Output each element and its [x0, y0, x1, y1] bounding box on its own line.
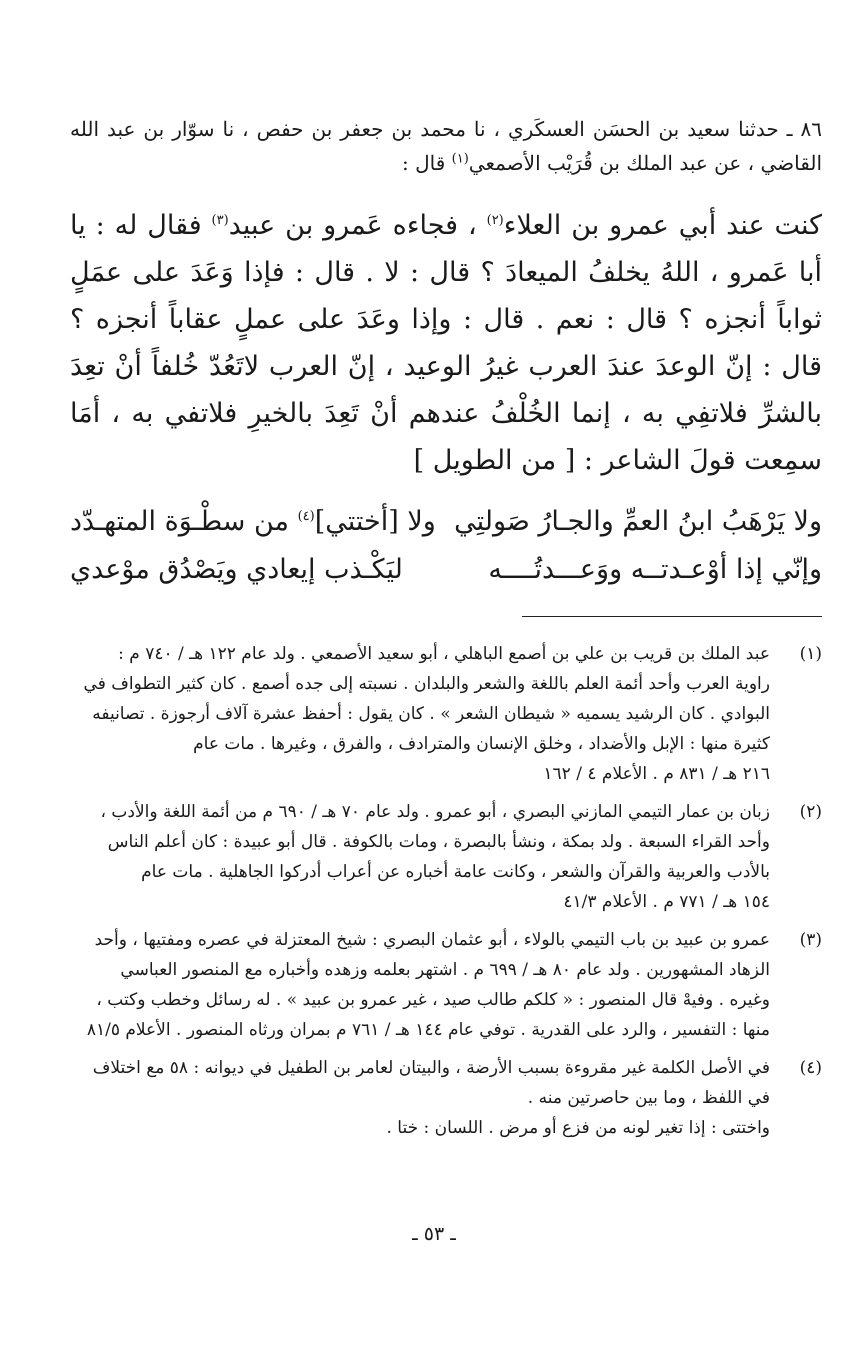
footnote-line: ١٥٤ هـ / ٧٧١ م . الأعلام ٤١/٣ — [563, 892, 770, 912]
narration-text — [70, 202, 822, 484]
footnote-text — [70, 797, 770, 917]
footnote-number: (٤) — [799, 1058, 822, 1078]
narration-part-1: كنت عند أبي عمرو بن العلاء — [503, 210, 822, 241]
verse-second-hemistich: ليَكْـذب إيعادي ويَصْدُق موْعدي — [70, 554, 403, 585]
footnote — [70, 639, 822, 789]
footnote — [70, 925, 822, 1045]
footnote-line: كثيرة منها : الإبل والأضداد ، وخلق الإنسان والمترادف ، والفرق ، وغيرها . مات عام — [193, 734, 770, 754]
footnote-ref-2[interactable]: (٢) — [486, 213, 504, 228]
poem-verse — [70, 546, 822, 594]
verse-hemistich-part: من سطْـوَة المتهـدّد — [70, 506, 298, 537]
footnotes — [70, 639, 822, 1143]
footnote-number: (١) — [799, 644, 822, 664]
footnote-line: زبان بن عمار التيمي المازني البصري ، أبو عمرو . ولد عام ٧٠ هـ / ٦٩٠ م من أئمة اللغة والأدب ، — [100, 802, 770, 822]
verse-first-hemistich: وإنّي إذا أوْعـدتــه ووَعـــدتُــــه — [488, 554, 822, 585]
footnote-line: عمرو بن عبيد بن باب التيمي بالولاء ، أبو عثمان البصري : شيخ المعتزلة في عصره ومفتيها ، وأحد — [94, 930, 770, 950]
verse-first-hemistich: ولا يَرْهَبُ ابنُ العمِّ والجـارُ صَولتِي — [454, 506, 822, 537]
hadith-isnad — [70, 112, 822, 180]
footnote-line: في اللفظ ، وما بين حاصرتين منه . — [527, 1088, 770, 1108]
footnote-text — [70, 925, 770, 1045]
footnote-line: واختتى : إذا تغير لونه من فزع أو مرض . اللسان : ختا . — [386, 1118, 770, 1138]
footnote-ref-1[interactable]: (١) — [451, 151, 469, 167]
poem — [70, 498, 822, 594]
poem-meter-label: [ من الطويل ] — [413, 445, 584, 476]
footnote — [70, 797, 822, 917]
footnote-number: (٣) — [799, 930, 822, 950]
footnote-line: في الأصل الكلمة غير مقروءة بسبب الأرضة ، والبيتان لعامر بن الطفيل في ديوانه : ٥٨ مع اختلاف — [92, 1058, 770, 1078]
footnote-line: وأحد القراء السبعة . ولد بمكة ، ونشأ بالبصرة ، ومات بالكوفة . قال أبو عبيدة : كان أعلم الناس — [107, 832, 770, 852]
verse-hemistich-part: ولا [أختتي] — [314, 506, 436, 537]
page-number: ـ ٥٣ ـ — [412, 1223, 456, 1245]
footnote-line: البوادي . كان الرشيد يسميه « شيطان الشعر » . كان يقول : أحفظ عشرة آلاف أرجوزة . تصانيفه — [92, 704, 770, 724]
footnote-text — [70, 1053, 770, 1143]
isnad-text: ٨٦ ـ حدثنا سعيد بن الحسَن العسكَري ، نا محمد بن جعفر بن حفص ، نا سوّار بن عبد الله القاضي ، عن عبد الملك بن قُرَيْب الأصمعي — [70, 117, 822, 175]
footnote-text — [70, 639, 770, 789]
verse-second-hemistich — [70, 498, 436, 546]
narration-part-3: فقال له : يا أبا عَمرو ، اللهُ يخلفُ الميعادَ ؟ قال : لا . قال : فإذا وَعَدَ على عمَلٍ ثواباً أنجزه ؟ قال : نعم . قال : وإذا وعَدَ على عملٍ عقاباً أنجزه ؟ قال : إنّ الوعدَ عندَ العرب غيرُ الوعيد ، إنّ العرب لاتَعُدّ خُلفاً أنْ تعِدَ بالشرِّ فلاتفِي به ، إنما الخُلْفُ عندهم أنْ تَعِدَ بالخيرِ فلاتفي به ، أمَا سمِعت قولَ الشاعر : — [70, 210, 822, 476]
footnote-line: منها : التفسير ، والرد على القدرية . توفي عام ١٤٤ هـ / ٧٦١ م بمران ورثاه المنصور . الأعلام ٨١/٥ — [86, 1020, 770, 1040]
footnote-line: ٢١٦ هـ / ٨٣١ م . الأعلام ٤ / ١٦٢ — [543, 764, 770, 784]
footnote-line: بالأدب والعربية والقرآن والشعر ، وكانت عامة أخباره عن أعراب أدركوا الجاهلية . مات عام — [141, 862, 770, 882]
footnote-line: وغيره . وفيهْ قال المنصور : « كلكم طالب صيد ، غير عمرو بن عبيد » . له رسائل وخطب وكتب ، — [96, 990, 770, 1010]
footnote-separator — [522, 616, 822, 617]
footnote-ref-3[interactable]: (٣) — [211, 213, 229, 228]
isnad-end: قال : — [402, 151, 452, 175]
footnote-number: (٢) — [799, 802, 822, 822]
poem-verse — [70, 498, 822, 546]
footnote-line: الزهاد المشهورين . ولد عام ٨٠ هـ / ٦٩٩ م . اشتهر بعلمه وزهده وأخباره مع المنصور العباسي — [120, 960, 770, 980]
footnote-ref-4[interactable]: (٤) — [297, 509, 315, 524]
narration-part-2: ، فجاءه عَمرو بن عبيد — [228, 210, 487, 241]
footnote-line: عبد الملك بن قريب بن علي بن أصمع الباهلي ، أبو سعيد الأصمعي . ولد عام ١٢٢ هـ / ٧٤٠ م : — [118, 644, 770, 664]
footnote-line: راوية العرب وأحد أئمة العلم باللغة والشعر والبلدان . نسبته إلى جده أصمع . كان كثير التطواف في — [83, 674, 770, 694]
footnote — [70, 1053, 822, 1143]
